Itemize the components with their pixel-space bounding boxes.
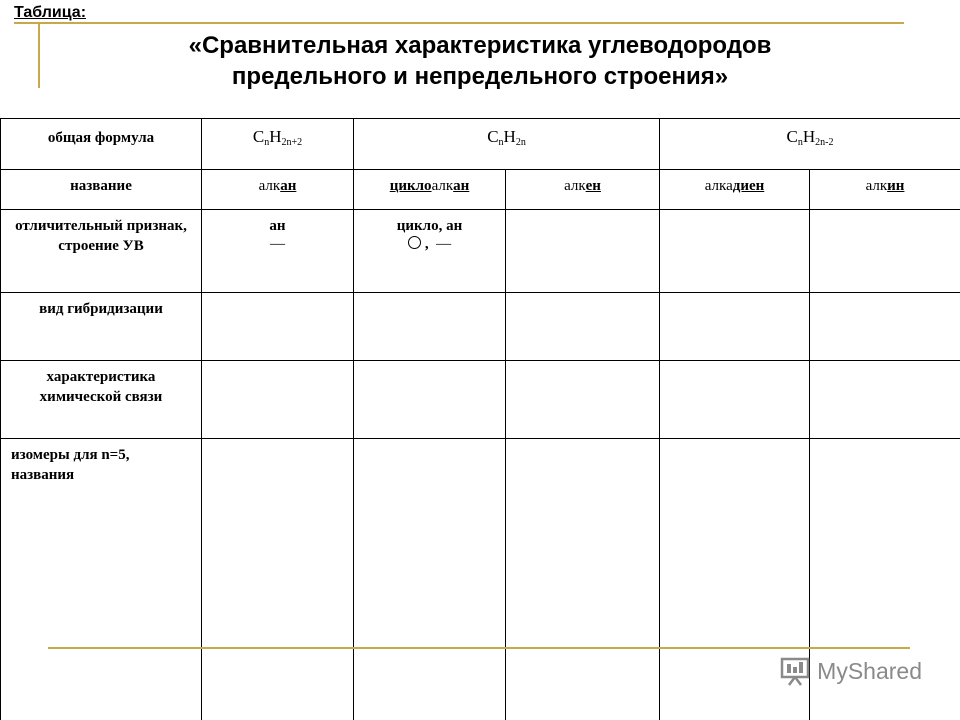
single-bond-mark: — (436, 236, 452, 252)
feature-cycloalkane: цикло, ан , — (354, 210, 506, 293)
empty-cell (810, 361, 960, 439)
row-label-bond: характеристика химической связи (1, 361, 202, 439)
empty-cell (660, 361, 810, 439)
table-row-bond (1, 361, 960, 439)
empty-cell (506, 361, 660, 439)
table-row-hybridization (1, 293, 960, 361)
empty-cell (354, 439, 506, 720)
bottom-divider-line (48, 647, 910, 649)
table-row-formula (1, 119, 960, 170)
title-line-1: «Сравнительная характеристика углеводородов (188, 32, 772, 59)
left-accent-line (38, 22, 40, 88)
table-row-name (1, 170, 960, 210)
feature-alkane: ан — (202, 210, 354, 293)
page-title (130, 30, 830, 92)
empty-cell (202, 293, 354, 361)
table-row-feature (1, 210, 960, 293)
row-label-isomers: изомеры для n=5, названия (1, 439, 202, 720)
row-label-feature: отличительный признак, строение УВ (1, 210, 202, 293)
top-divider-line (14, 22, 904, 24)
empty-cell (660, 293, 810, 361)
title-line-2: предельного и непредельного строения» (231, 63, 729, 90)
empty-cell (354, 361, 506, 439)
name-alkyne: алкин (810, 170, 960, 210)
feature-alkyne (810, 210, 960, 293)
empty-cell (506, 293, 660, 361)
empty-cell (202, 439, 354, 720)
row-label-name: название (1, 170, 202, 210)
empty-cell (202, 361, 354, 439)
formula-cycloalkane-alkene: $C_nH_{2n}$ (354, 119, 660, 170)
name-alkene: алкен (506, 170, 660, 210)
empty-cell (810, 293, 960, 361)
table-label: Таблица: (14, 4, 87, 21)
watermark-text: MyShared (817, 657, 922, 684)
empty-cell (354, 293, 506, 361)
name-alkadiene: алкадиен (660, 170, 810, 210)
presentation-board-icon (779, 656, 811, 686)
empty-cell (506, 439, 660, 720)
formula-alkadiene-alkyne: $C_nH_{2n-2}$ (660, 119, 960, 170)
watermark (779, 656, 922, 686)
name-alkane: алкан (202, 170, 354, 210)
feature-alkene (506, 210, 660, 293)
ring-circle-icon (408, 236, 421, 249)
name-cycloalkane: циклоалкан (354, 170, 506, 210)
single-bond-mark: — (270, 236, 285, 252)
comparison-table (0, 118, 960, 720)
formula-alkane: $C_nH_{2n+2}$ (202, 119, 354, 170)
row-label-formula: общая формула (1, 119, 202, 170)
feature-alkadiene (660, 210, 810, 293)
row-label-hybridization: вид гибридизации (1, 293, 202, 361)
